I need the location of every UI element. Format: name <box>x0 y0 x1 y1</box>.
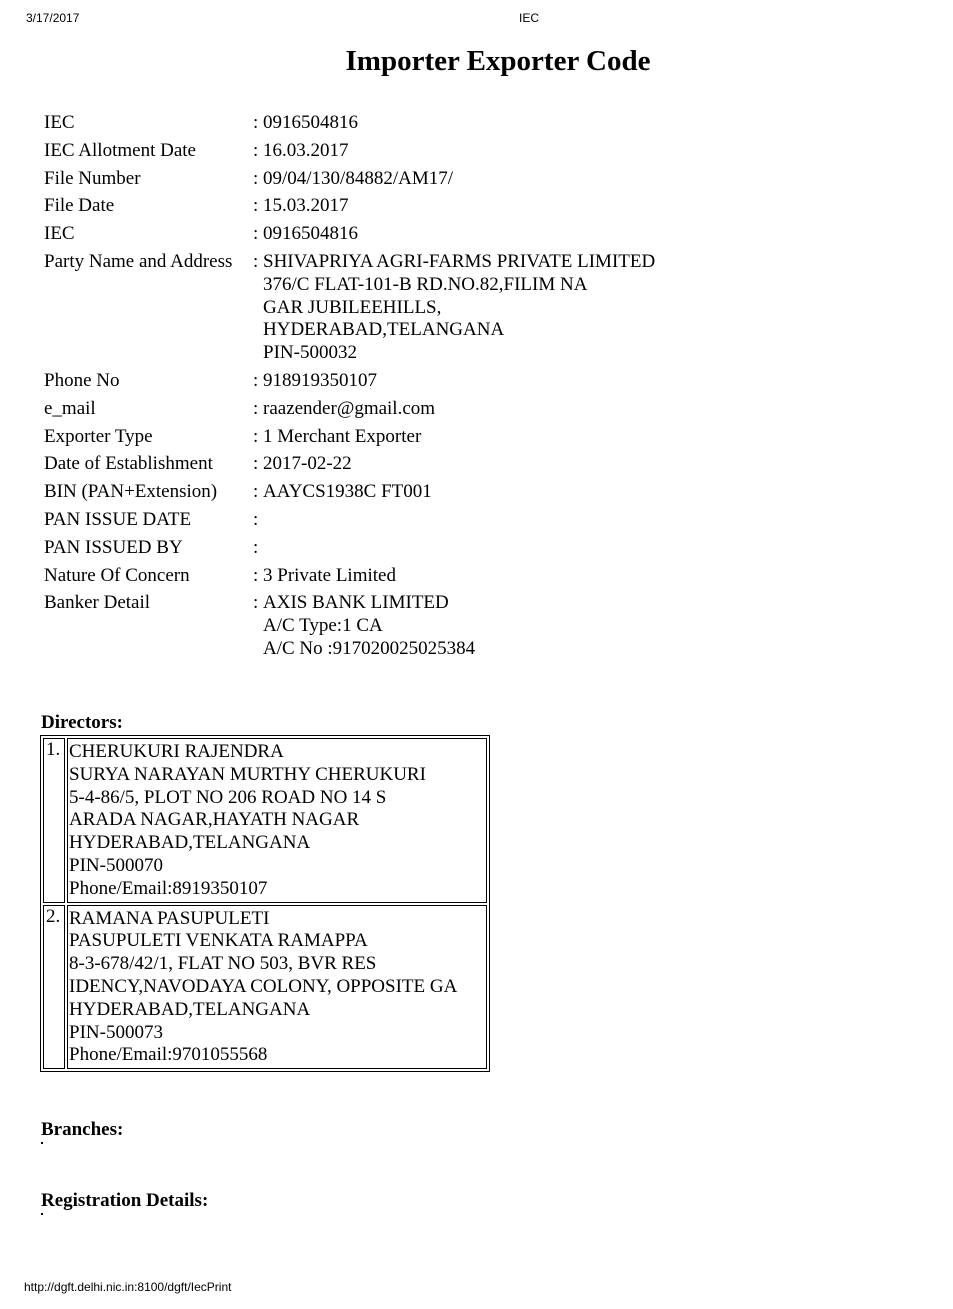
print-date: 3/17/2017 <box>26 11 80 25</box>
info-colon: : <box>253 250 259 272</box>
director-detail-line: HYDERABAD,TELANGANA <box>69 832 311 854</box>
info-colon: : <box>253 481 259 503</box>
info-value <box>263 223 358 246</box>
info-row <box>44 251 655 370</box>
info-label: e_mail <box>44 397 96 419</box>
info-value-line: PIN-500032 <box>263 342 357 364</box>
info-label: IEC <box>44 112 75 133</box>
director-detail-line: PIN-500070 <box>69 854 163 876</box>
info-label: PAN ISSUED BY <box>44 536 183 558</box>
info-value-line: AAYCS1938C FT001 <box>263 481 432 503</box>
info-row <box>44 195 655 223</box>
director-detail-line: PASUPULETI VENKATA RAMAPPA <box>69 930 368 952</box>
info-row <box>44 223 655 251</box>
info-colon: : <box>253 508 259 530</box>
info-label: BIN (PAN+Extension) <box>44 481 218 503</box>
director-detail-line: HYDERABAD,TELANGANA <box>69 998 311 1020</box>
info-colon: : <box>253 139 259 161</box>
info-colon: : <box>253 564 259 586</box>
info-row <box>44 426 655 454</box>
info-label: File Date <box>44 195 115 217</box>
info-colon: : <box>253 592 259 614</box>
info-row <box>44 398 655 426</box>
info-row <box>44 565 655 593</box>
info-value <box>263 112 358 135</box>
info-value <box>263 398 435 421</box>
director-detail-line: Phone/Email:8919350107 <box>69 877 268 899</box>
info-value-line: 0916504816 <box>263 223 358 245</box>
info-value-line: raazender@gmail.com <box>263 397 436 419</box>
info-value-line: 15.03.2017 <box>263 195 349 217</box>
info-label: Exporter Type <box>44 425 153 447</box>
director-row <box>43 905 487 1070</box>
info-colon: : <box>253 112 259 133</box>
print-footer-url: http://dgft.delhi.nic.in:8100/dgft/IecPrint <box>24 1280 232 1294</box>
info-value <box>263 453 352 476</box>
director-detail-line: PIN-500073 <box>69 1021 163 1043</box>
info-colon: : <box>253 425 259 447</box>
info-colon: : <box>253 223 259 245</box>
info-value <box>263 251 655 365</box>
director-detail-line: RAMANA PASUPULETI <box>69 907 270 929</box>
page-title: Importer Exporter Code <box>345 45 651 77</box>
info-value <box>263 195 349 218</box>
branches-heading: Branches: <box>41 1119 124 1140</box>
director-detail-line: CHERUKURI RAJENDRA <box>69 741 284 762</box>
director-detail-line: SURYA NARAYAN MURTHY CHERUKURI <box>69 763 426 785</box>
info-value <box>263 168 453 191</box>
info-value <box>263 481 432 504</box>
director-detail-line: IDENCY,NAVODAYA COLONY, OPPOSITE GA <box>69 975 458 997</box>
info-row <box>44 168 655 196</box>
director-row <box>43 738 487 903</box>
director-number: 2. <box>43 905 65 1070</box>
info-value-line: 0916504816 <box>263 112 358 133</box>
info-row <box>44 509 655 537</box>
info-value-line: GAR JUBILEEHILLS, <box>263 296 442 318</box>
info-value <box>263 140 349 163</box>
director-detail-line: ARADA NAGAR,HAYATH NAGAR <box>69 809 360 831</box>
info-value-line: SHIVAPRIYA AGRI-FARMS PRIVATE LIMITED <box>263 250 656 272</box>
info-colon: : <box>253 195 259 217</box>
directors-heading: Directors: <box>41 712 123 733</box>
info-value <box>263 370 377 393</box>
info-row <box>44 481 655 509</box>
director-detail-line: 5-4-86/5, PLOT NO 206 ROAD NO 14 S <box>69 786 387 808</box>
director-number: 1. <box>43 738 65 903</box>
info-label: Party Name and Address <box>44 250 233 272</box>
info-value-line: 1 Merchant Exporter <box>263 425 422 447</box>
info-colon: : <box>253 369 259 391</box>
director-detail-line: 8-3-678/42/1, FLAT NO 503, BVR RES <box>69 953 377 975</box>
info-label: Phone No <box>44 369 120 391</box>
director-details <box>67 905 487 1070</box>
info-row <box>44 112 655 140</box>
info-row <box>44 453 655 481</box>
info-label: Nature Of Concern <box>44 564 190 586</box>
info-value-line: 09/04/130/84882/AM17/ <box>263 167 454 189</box>
info-value-line: HYDERABAD,TELANGANA <box>263 319 505 341</box>
info-value-line: AXIS BANK LIMITED <box>263 592 449 614</box>
info-value-line: 2017-02-22 <box>263 453 352 475</box>
info-label: Date of Establishment <box>44 453 213 475</box>
info-row <box>44 370 655 398</box>
info-value <box>263 426 421 449</box>
info-value-line: 376/C FLAT-101-B RD.NO.82,FILIM NA <box>263 273 588 295</box>
registration-heading: Registration Details: <box>41 1190 209 1211</box>
info-value-line: A/C Type:1 CA <box>263 615 383 637</box>
directors-table <box>40 735 490 1072</box>
director-detail-line: Phone/Email:9701055568 <box>69 1044 268 1066</box>
info-value-line: A/C No :917020025025384 <box>263 637 476 659</box>
info-colon: : <box>253 453 259 475</box>
info-value <box>263 565 396 588</box>
iec-details <box>44 112 655 666</box>
info-label: File Number <box>44 167 141 189</box>
branches-marker <box>41 1142 43 1144</box>
info-value-line: 16.03.2017 <box>263 139 349 161</box>
registration-marker <box>41 1213 43 1215</box>
info-label: IEC Allotment Date <box>44 139 196 161</box>
director-details <box>67 738 487 903</box>
info-label: IEC <box>44 223 75 245</box>
info-label: Banker Detail <box>44 592 151 614</box>
print-page-title: IEC <box>519 11 540 25</box>
info-row <box>44 592 655 665</box>
info-colon: : <box>253 167 259 189</box>
info-label: PAN ISSUE DATE <box>44 508 192 530</box>
info-row <box>44 537 655 565</box>
info-value <box>263 592 475 660</box>
info-value-line: 3 Private Limited <box>263 564 396 586</box>
info-colon: : <box>253 397 259 419</box>
info-value-line: 918919350107 <box>263 369 377 391</box>
info-row <box>44 140 655 168</box>
info-colon: : <box>253 536 259 558</box>
